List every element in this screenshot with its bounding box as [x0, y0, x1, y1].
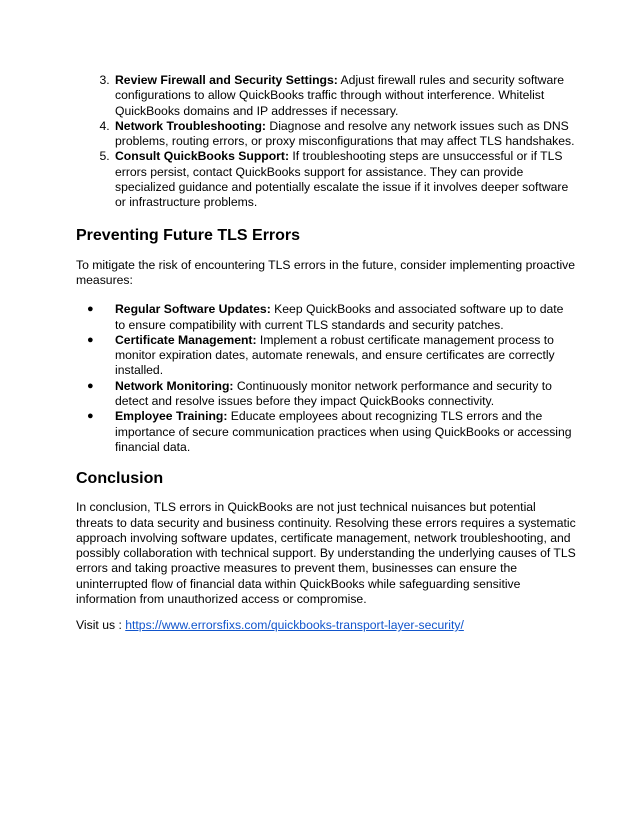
visit-label: Visit us : [76, 618, 126, 633]
preventive-measures-list [76, 302, 576, 455]
item-title: Network Monitoring: [115, 378, 234, 393]
step-title: Consult QuickBooks Support: [115, 149, 290, 164]
item-text: Continuously monitor network performance and security to detect and resolve issues before they impact QuickBooks connectivity. [115, 378, 552, 409]
list-item [87, 302, 576, 333]
item-title: Regular Software Updates: [115, 302, 271, 317]
page-content [76, 73, 576, 634]
website-link[interactable]: https://www.errorsfixs.com/quickbooks-transport-layer-security/ [125, 618, 464, 633]
list-item [87, 409, 576, 455]
step-text: If troubleshooting steps are unsuccessful or if TLS errors persist, contact QuickBooks support for assistance. They can provide specialized guidance and potentially escalate the issue if it involves deeper software or infrastructure problems. [115, 149, 569, 210]
bullet-icon: ● [87, 303, 94, 316]
bullet-icon: ● [87, 410, 94, 423]
item-text: Implement a robust certificate management process to monitor expiration dates, automate renewals, and ensure certificates are correctly installed. [115, 332, 555, 378]
list-item [113, 73, 576, 119]
item-text: Keep QuickBooks and associated software up to date to ensure compatibility with current TLS standards and security patches. [115, 302, 564, 332]
troubleshooting-steps-list [76, 73, 576, 211]
section-heading-conclusion: Conclusion [76, 470, 164, 488]
step-title: Review Firewall and Security Settings: [115, 73, 338, 87]
visit-line [76, 618, 576, 633]
preventing-intro: To mitigate the risk of encountering TLS errors in the future, consider implementing proactive measures: [76, 257, 576, 287]
list-item [87, 332, 576, 379]
step-title: Network Troubleshooting: [115, 118, 266, 133]
step-text: Adjust firewall rules and security software configurations to allow QuickBooks traffic through without interference. Whitelist QuickBooks domains and IP addresses if necessary. [115, 73, 565, 118]
item-title: Certificate Management: [115, 332, 257, 347]
section-heading-preventing: Preventing Future TLS Errors [76, 226, 301, 244]
conclusion-paragraph: In conclusion, TLS errors in QuickBooks are not just technical nuisances but potential threats to data security and business continuity. Resolving these errors requires a systematic approach involving software updates, certificate management, network troubleshooting, and possibly collaboration with technical support. By understanding the underlying causes of TLS errors and taking proactive measures to prevent them, businesses can ensure the uninterrupted flow of financial data within QuickBooks while safeguarding sensitive information from unauthorized access or compromise. [76, 500, 576, 607]
item-title: Employee Training: [115, 409, 228, 424]
step-text: Diagnose and resolve any network issues such as DNS problems, routing errors, or proxy misconfigurations that may affect TLS handshakes. [115, 118, 575, 149]
item-text: Educate employees about recognizing TLS errors and the importance of secure communication practices when using QuickBooks or accessing financial data. [115, 409, 572, 454]
list-item [113, 119, 576, 150]
bullet-icon: ● [87, 379, 94, 392]
list-item [113, 149, 576, 210]
bullet-icon: ● [87, 333, 94, 346]
list-item [87, 378, 576, 410]
